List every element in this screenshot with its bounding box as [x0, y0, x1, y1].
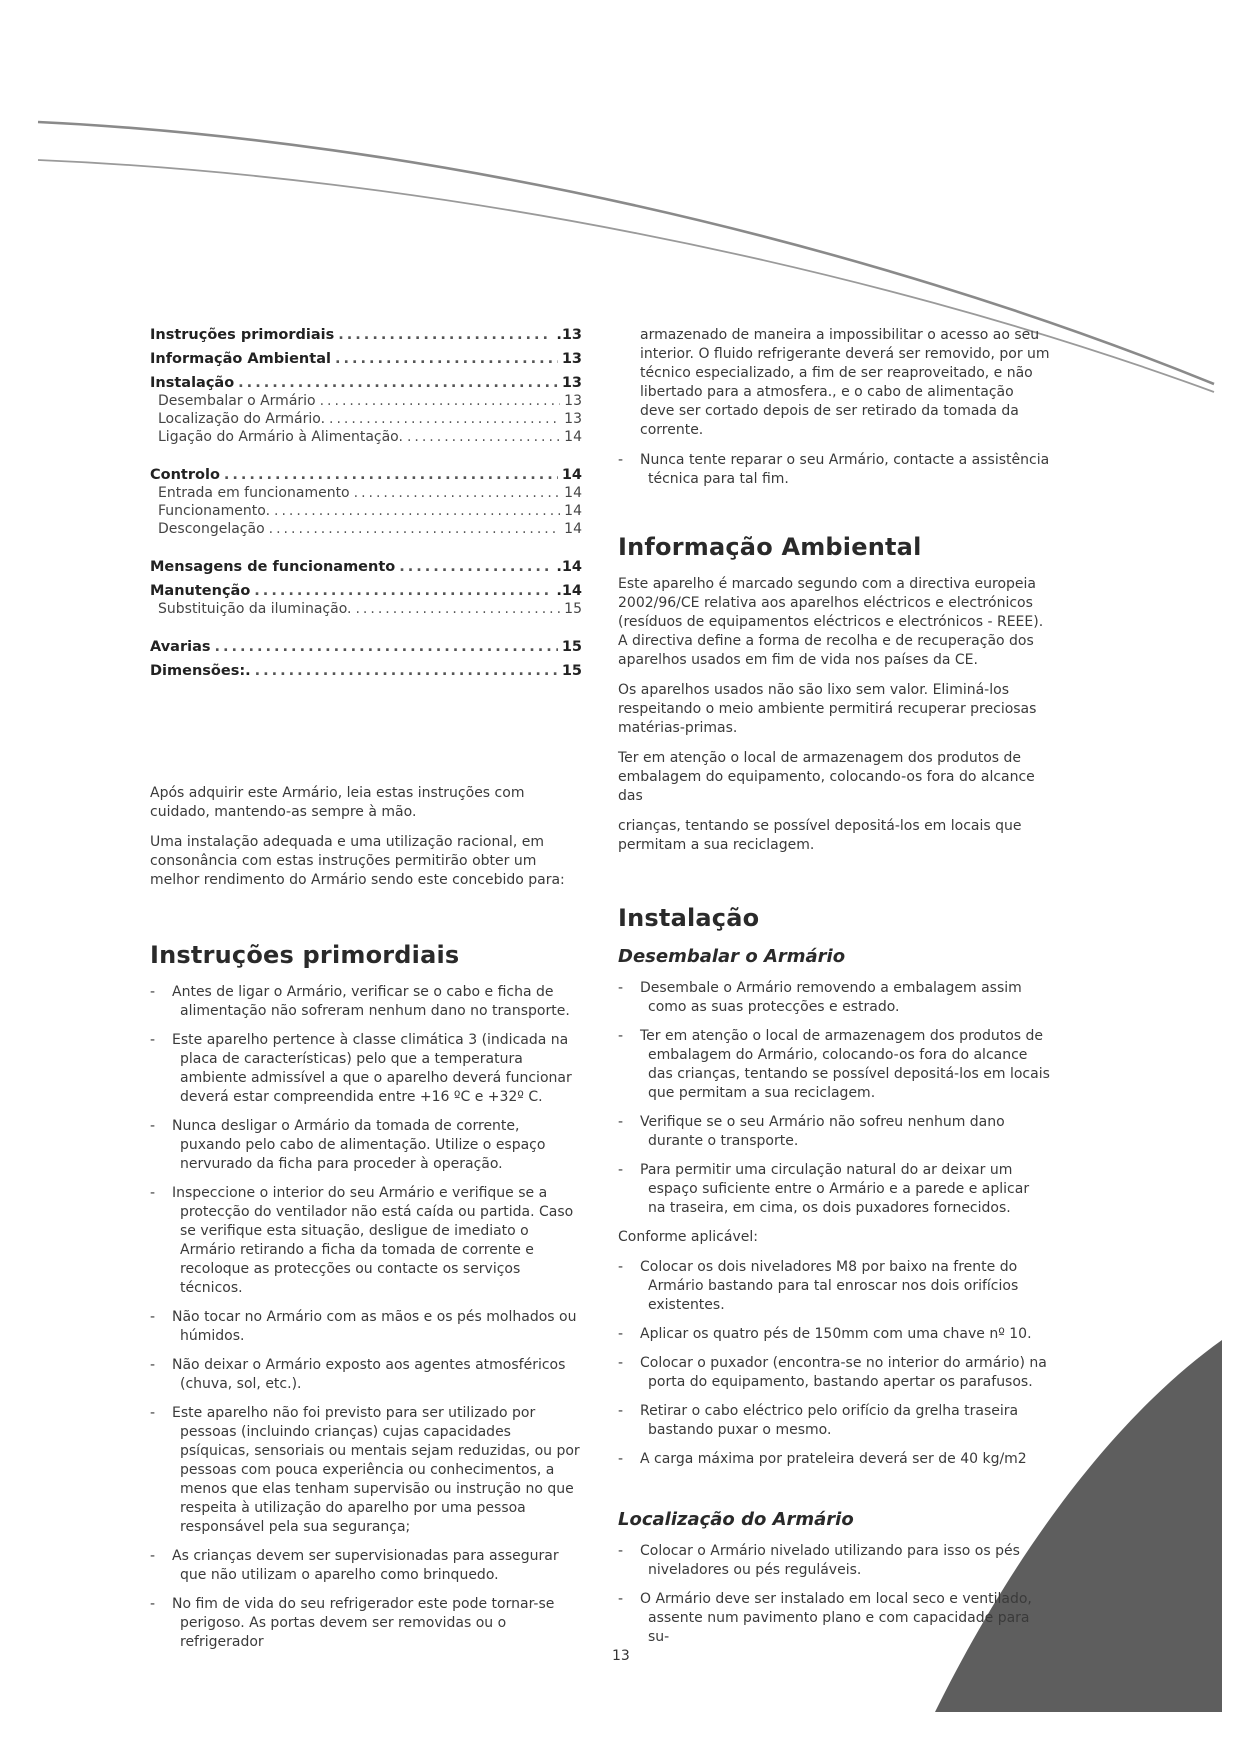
toc-entry	[150, 326, 582, 344]
toc-entry-page: 14	[564, 429, 582, 445]
toc-leader-dots	[238, 374, 558, 392]
toc-entry-label: Substituição da iluminação.	[158, 601, 352, 617]
toc-entry-page: 13	[564, 411, 582, 427]
toc-leader-dots	[214, 638, 557, 656]
toc-entry	[150, 466, 582, 484]
list-item: - No fim de vida do seu refrigerador este pode tornar-se perigoso. As portas devem ser removidas ou o refrigerador	[150, 1595, 582, 1652]
section-title-ambiental: Informação Ambiental	[618, 533, 922, 561]
subsection-title-desembalar: Desembalar o Armário	[618, 946, 846, 967]
toc-entry-page: 15	[564, 601, 582, 617]
list-item: - O Armário deve ser instalado em local seco e ventilado, assente num pavimento plano e com capacidade para su-	[618, 1590, 1050, 1647]
ambiental-paragraph: Este aparelho é marcado segundo com a directiva europeia 2002/96/CE relativa aos aparelhos eléctricos e electrónicos (resíduos de equipamentos eléctricos e electrónicos - REEE). A directiva define a forma de recolha e de recuperação dos aparelhos usados em fim de vida nos países da CE.	[618, 576, 1044, 668]
toc-entry-page: .14	[556, 583, 582, 599]
list-item: - Para permitir uma circulação natural do ar deixar um espaço suficiente entre o Armário e a parede e aplicar na traseira, em cima, os dois puxadores fornecidos.	[618, 1161, 1050, 1218]
conforme-label: Conforme aplicável:	[618, 1229, 758, 1245]
intro-paragraph: Uma instalação adequada e uma utilização racional, em consonância com estas instruções permitirão obter um melhor rendimento do Armário sendo este concebido para:	[150, 834, 565, 888]
toc-entry-label: Ligação do Armário à Alimentação.	[158, 429, 403, 445]
toc-entry	[150, 350, 582, 368]
toc-leader-dots	[274, 502, 560, 520]
toc-entry	[150, 484, 582, 502]
toc-entry-page: 15	[561, 639, 582, 655]
list-item: - A carga máxima por prateleira deverá ser de 40 kg/m2	[618, 1450, 1050, 1469]
toc-entry-label: Desembalar o Armário	[158, 393, 316, 409]
ambiental-paragraph: Ter em atenção o local de armazenagem dos produtos de embalagem do equipamento, colocando-os fora do alcance das	[618, 750, 1035, 804]
toc-entry-label: Dimensões:.	[150, 663, 251, 679]
toc-leader-dots	[399, 558, 552, 576]
toc-entry-page: 14	[564, 485, 582, 501]
list-item: - As crianças devem ser supervisionadas para assegurar que não utilizam o aparelho como brinquedo.	[150, 1547, 582, 1585]
list-item: - Este aparelho não foi previsto para ser utilizado por pessoas (incluindo crianças) cujas capacidades psíquicas, sensoriais ou mentais sejam reduzidas, ou por pessoas com pouca experiência ou conhecimentos, a menos que elas tenham supervisão ou instrução no que respeita à utilização do aparelho por uma pessoa responsável pela sua segurança;	[150, 1404, 582, 1537]
toc-entry-label: Descongelação	[158, 521, 265, 537]
right-column	[618, 326, 1050, 1657]
list-item: - Aplicar os quatro pés de 150mm com uma chave nº 10.	[618, 1325, 1050, 1344]
toc-entry	[150, 662, 582, 680]
toc-entry-page: 14	[564, 521, 582, 537]
toc-entry-page: 14	[564, 503, 582, 519]
toc-entry-label: Localização do Armário.	[158, 411, 326, 427]
toc-entry-page: 13	[564, 393, 582, 409]
left-column	[150, 326, 582, 1662]
toc-entry-page: .13	[556, 327, 582, 343]
toc-entry-page: 13	[561, 375, 582, 391]
list-item: - Este aparelho pertence à classe climática 3 (indicada na placa de características) pelo que a temperatura ambiente admissível a que o aparelho deverá funcionar deverá estar compreendida entre +16 ºC e +32º C.	[150, 1031, 582, 1107]
toc-entry	[150, 638, 582, 656]
toc-leader-dots	[355, 600, 560, 618]
list-item: - Não tocar no Armário com as mãos e os pés molhados ou húmidos.	[150, 1308, 582, 1346]
list-item: - Colocar o puxador (encontra-se no interior do armário) na porta do equipamento, bastando apertar os parafusos.	[618, 1354, 1050, 1392]
intro-paragraph: Após adquirir este Armário, leia estas instruções com cuidado, mantendo-as sempre à mão.	[150, 785, 525, 820]
toc-entry	[150, 392, 582, 410]
toc-entry	[150, 502, 582, 520]
toc-entry-label: Avarias	[150, 639, 211, 655]
list-item: - Inspeccione o interior do seu Armário e verifique se a protecção do ventilador não está caída ou partida. Caso se verifique esta situação, desligue de imediato o Armário retirando a ficha da tomada de corrente e recoloque as protecções ou contacte os serviços técnicos.	[150, 1184, 582, 1298]
toc-leader-dots	[329, 410, 560, 428]
toc-entry-label: Funcionamento.	[158, 503, 271, 519]
desembalar-list	[618, 979, 1050, 1218]
section-title-instrucoes: Instruções primordiais	[150, 941, 460, 969]
toc-leader-dots	[338, 326, 552, 344]
toc-entry-label: Instruções primordiais	[150, 327, 335, 343]
localizacao-list	[618, 1542, 1050, 1647]
list-item: - Retirar o cabo eléctrico pelo orifício da grelha traseira bastando puxar o mesmo.	[618, 1402, 1050, 1440]
toc-leader-dots	[354, 484, 561, 502]
toc-leader-dots	[255, 662, 558, 680]
toc-entry	[150, 374, 582, 392]
ambiental-paragraph: Os aparelhos usados não são lixo sem valor. Eliminá-los respeitando o meio ambiente permitirá recuperar preciosas matérias-primas.	[618, 682, 1037, 736]
toc-entry	[150, 558, 582, 576]
toc-leader-dots	[407, 428, 560, 446]
toc-entry-label: Entrada em funcionamento	[158, 485, 350, 501]
section-title-instalacao: Instalação	[618, 904, 760, 932]
toc-entry-label: Manutenção	[150, 583, 251, 599]
table-of-contents	[150, 326, 582, 680]
list-item: - Colocar os dois niveladores M8 por baixo na frente do Armário bastando para tal enroscar nos dois orifícios existentes.	[618, 1258, 1050, 1315]
toc-entry-label: Informação Ambiental	[150, 351, 331, 367]
toc-entry-page: .14	[556, 559, 582, 575]
list-item: - Ter em atenção o local de armazenagem dos produtos de embalagem do Armário, colocando-os fora do alcance das crianças, tentando se possível depositá-los em locais que permitam a sua reciclagem.	[618, 1027, 1050, 1103]
toc-entry	[150, 520, 582, 538]
toc-entry-page: 15	[561, 663, 582, 679]
toc-entry-label: Instalação	[150, 375, 235, 391]
list-item: - Nunca desligar o Armário da tomada de corrente, puxando pelo cabo de alimentação. Utilize o espaço nervurado da ficha para proceder à operação.	[150, 1117, 582, 1174]
toc-entry	[150, 428, 582, 446]
toc-leader-dots	[224, 466, 558, 484]
toc-entry	[150, 582, 582, 600]
list-item: - Colocar o Armário nivelado utilizando para isso os pés niveladores ou pés reguláveis.	[618, 1542, 1050, 1580]
subsection-title-localizacao: Localização do Armário	[618, 1509, 854, 1530]
toc-leader-dots	[335, 350, 558, 368]
toc-leader-dots	[254, 582, 552, 600]
conforme-list	[618, 1258, 1050, 1469]
list-item: - Desembale o Armário removendo a embalagem assim como as suas protecções e estrado.	[618, 979, 1050, 1017]
toc-leader-dots	[269, 520, 561, 538]
toc-entry	[150, 410, 582, 428]
toc-entry-label: Mensagens de funcionamento	[150, 559, 396, 575]
list-item: - Não deixar o Armário exposto aos agentes atmosféricos (chuva, sol, etc.).	[150, 1356, 582, 1394]
toc-entry-label: Controlo	[150, 467, 220, 483]
instrucoes-list	[150, 983, 582, 1652]
page-number: 13	[612, 1648, 630, 1664]
ambiental-paragraph: crianças, tentando se possível depositá-los em locais que permitam a sua reciclagem.	[618, 818, 1022, 853]
toc-leader-dots	[320, 392, 561, 410]
list-item: - Nunca tente reparar o seu Armário, contacte a assistência técnica para tal fim.	[618, 451, 1050, 489]
toc-entry-page: 13	[561, 351, 582, 367]
toc-entry-page: 14	[561, 467, 582, 483]
continuation-paragraph: armazenado de maneira a impossibilitar o acesso ao seu interior. O fluido refrigerante deverá ser removido, por um técnico especializado, a fim de ser reaproveitado, e não libertado para a atmosfera., e o cabo de alimentação deve ser cortado depois de ser retirado da tomada da corrente.	[640, 327, 1050, 438]
list-item: - Verifique se o seu Armário não sofreu nenhum dano durante o transporte.	[618, 1113, 1050, 1151]
list-item: - Antes de ligar o Armário, verificar se o cabo e ficha de alimentação não sofreram nenhum dano no transporte.	[150, 983, 582, 1021]
toc-entry	[150, 600, 582, 618]
